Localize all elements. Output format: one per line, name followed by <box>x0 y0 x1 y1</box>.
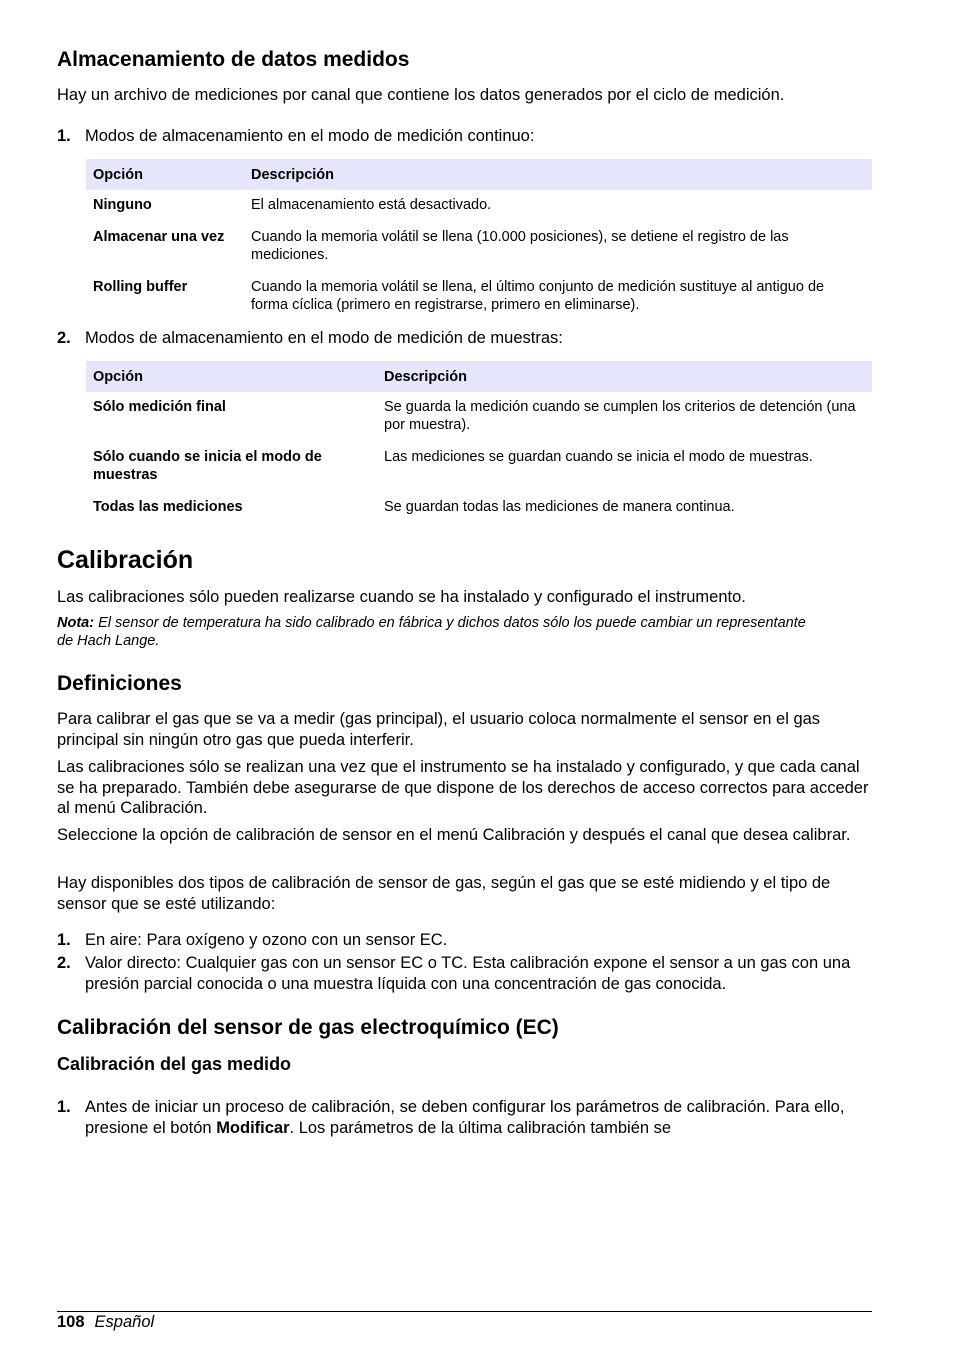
calibration-note <box>57 614 817 650</box>
page-footer <box>57 1312 154 1332</box>
step-number: 2. <box>57 954 71 972</box>
step-text <box>85 1097 872 1138</box>
column-header-option: Opción <box>86 361 377 392</box>
section-heading-definitions: Definiciones <box>57 672 182 695</box>
note-label: Nota: <box>57 615 95 631</box>
table-header-row <box>86 361 872 392</box>
continuous-storage-table <box>86 159 872 322</box>
definitions-paragraph: Para calibrar el gas que se va a medir (gas principal), el usuario coloca normalmente el sensor en el gas principal sin ningún otro gas que pueda interferir. <box>57 710 821 749</box>
option-cell: Sólo medición final <box>93 399 226 415</box>
step-text: En aire: Para oxígeno y ozono con un sensor EC. <box>85 931 448 949</box>
footer-divider <box>57 1311 872 1312</box>
step-number: 1. <box>57 931 71 949</box>
table-row <box>86 272 872 322</box>
table-row <box>86 190 872 222</box>
storage-step-1 <box>57 126 872 147</box>
option-cell: Almacenar una vez <box>93 229 225 245</box>
sample-storage-table <box>86 361 872 524</box>
note-text: El sensor de temperatura ha sido calibrado en fábrica y dichos datos sólo los puede cambiar un representante de Hach Lange. <box>57 615 806 649</box>
section-heading-ec-calibration: Calibración del sensor de gas electroquímico (EC) <box>57 1016 559 1039</box>
page-number: 108 <box>57 1313 85 1331</box>
definitions-paragraph: Seleccione la opción de calibración de sensor en el menú Calibración y después el canal que desea calibrar. <box>57 826 851 844</box>
table-row <box>86 492 872 524</box>
step-number: 1. <box>57 1098 71 1116</box>
description-cell: Se guardan todas las mediciones de manera continua. <box>384 499 735 515</box>
description-cell: El almacenamiento está desactivado. <box>251 197 492 213</box>
step-text: Modos de almacenamiento en el modo de medición continuo: <box>85 127 535 145</box>
step-number: 1. <box>57 127 71 145</box>
option-cell: Todas las mediciones <box>93 499 243 515</box>
subheading-measured-gas: Calibración del gas medido <box>57 1054 292 1074</box>
table-row <box>86 442 872 492</box>
step-text: Valor directo: Cualquier gas con un sensor EC o TC. Esta calibración expone el sensor a un gas con una presión parcial conocida o una muestra líquida con una concentración de gas conocida. <box>85 954 851 993</box>
table-row <box>86 392 872 442</box>
section-heading-storage: Almacenamiento de datos medidos <box>57 48 410 71</box>
table-header-row <box>86 159 872 190</box>
option-cell: Rolling buffer <box>93 279 188 295</box>
definitions-list-item-1 <box>57 930 872 951</box>
calibration-intro: Las calibraciones sólo pueden realizarse cuando se ha instalado y configurado el instrumento. <box>57 588 746 606</box>
storage-step-2 <box>57 328 872 349</box>
column-header-description: Descripción <box>244 159 872 190</box>
table-row <box>86 222 872 272</box>
description-cell: Las mediciones se guardan cuando se inicia el modo de muestras. <box>384 449 813 465</box>
step-text-part: . Los parámetros de la última calibración también se <box>289 1118 672 1137</box>
column-header-description: Descripción <box>377 361 872 392</box>
modify-button-reference: Modificar <box>216 1118 290 1137</box>
ec-step-1 <box>57 1097 872 1138</box>
column-header-option: Opción <box>86 159 244 190</box>
option-cell: Sólo cuando se inicia el modo de muestras <box>93 449 322 483</box>
storage-intro: Hay un archivo de mediciones por canal que contiene los datos generados por el ciclo de medición. <box>57 86 785 104</box>
section-heading-calibration: Calibración <box>57 546 194 574</box>
option-cell: Ninguno <box>93 197 152 213</box>
definitions-paragraph: Las calibraciones sólo se realizan una vez que el instrumento se ha instalado y configurado, y que cada canal se ha preparado. También debe asegurarse de que dispone de los derechos de acceso correctos para acceder al menú Calibración. <box>57 758 869 817</box>
description-cell: Cuando la memoria volátil se llena (10.000 posiciones), se detiene el registro de las mediciones. <box>251 229 789 263</box>
step-text: Modos de almacenamiento en el modo de medición de muestras: <box>85 329 563 347</box>
description-cell: Cuando la memoria volátil se llena, el último conjunto de medición sustituye al antiguo de forma cíclica (primero en registrarse, primero en eliminarse). <box>251 279 825 313</box>
footer-language: Español <box>94 1313 155 1331</box>
step-text-part: Antes de iniciar un proceso de calibración, se deben configurar los parámetros de calibración. Para ello, presione el botón <box>85 1098 845 1137</box>
step-number: 2. <box>57 329 71 347</box>
definitions-list-item-2 <box>57 953 872 994</box>
definitions-paragraph: Hay disponibles dos tipos de calibración de sensor de gas, según el gas que se esté midiendo y el tipo de sensor que se esté utilizando: <box>57 874 831 913</box>
description-cell: Se guarda la medición cuando se cumplen los criterios de detención (una por muestra). <box>384 399 856 433</box>
